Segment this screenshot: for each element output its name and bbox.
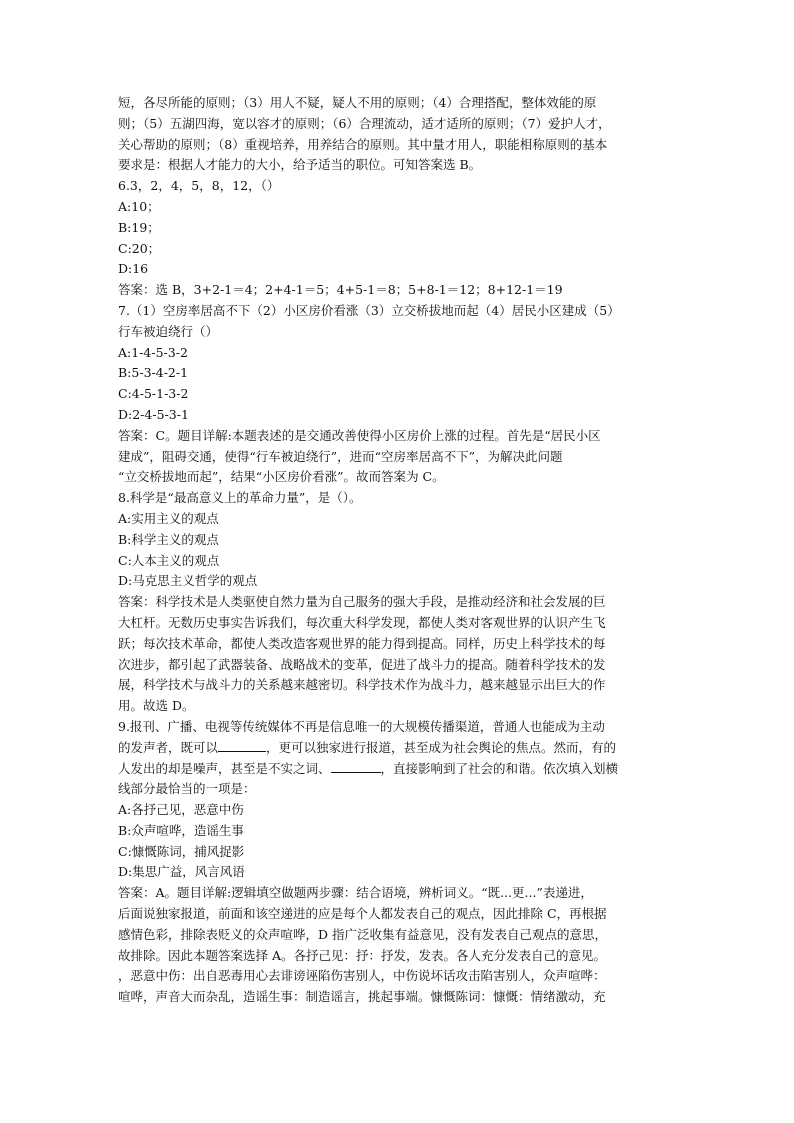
- question-9-answer: 答案：A。题目详解:逻辑填空做题两步骤：结合语境，辨析词义。“既...更...”表递进，: [118, 885, 593, 901]
- question-6-answer: 答案：选 B，3+2-1＝4；2+4-1＝5；4+5-1＝8；5+8-1＝12；8+12-1＝19: [118, 282, 563, 298]
- question-9-answer: 后面说独家报道，前面和该空递进的应是每个人都发表自己的观点，因此排除 C，再根据: [118, 906, 607, 922]
- question-9-answer: 喧哗，声音大而杂乱，造谣生事：制造谣言，挑起事端。慷慨陈词：慷慨：情绪激动，充: [118, 989, 606, 1005]
- question-9-stem: [118, 738, 678, 759]
- question-9-answer: 感情色彩，排除表贬义的众声喧哗，D 指广泛收集有益意见，没有发表自己观点的意思，: [118, 926, 607, 942]
- question-9-stem-text: ，直接影响到了社会的和谐。依次填入划横: [380, 760, 619, 776]
- prev-answer-line: 则；（5）五湖四海，宽以容才的原则；（6）合理流动，适才适所的原则；（7）爱护人才，: [118, 115, 611, 131]
- question-8-option-d: D:马克思主义哲学的观点: [118, 573, 258, 589]
- prev-answer-line: 要求是：根据人才能力的大小，给予适当的职位。可知答案选 B。: [118, 157, 482, 173]
- question-9-answer: 故排除。因此本题答案选择 A。各抒己见：抒：抒发，发表。各人充分发表自己的意见。: [118, 947, 607, 963]
- question-7-answer: 答案：C。题目详解:本题表述的是交通改善使得小区房价上涨的过程。首先是“居民小区: [118, 427, 601, 443]
- question-9-option-b: B:众声喧哗，造谣生事: [118, 822, 244, 838]
- prev-answer-line: 短，各尽所能的原则；（3）用人不疑，疑人不用的原则；（4）合理搭配，整体效能的原: [118, 95, 597, 110]
- question-7-answer: 建成”，阻碍交通，使得“行车被迫绕行”，进而“空房率居高不下”，为解决此问题: [118, 448, 563, 464]
- question-8-stem: 8.科学是“最高意义上的革命力量”，是（）。: [118, 490, 362, 506]
- question-8-answer: 跃；每次技术革命，都使人类改造客观世界的能力得到提高。同样，历史上科学技术的每: [118, 635, 606, 651]
- question-8-answer: 次进步，都引起了武器装备、战略战术的变革，促进了战斗力的提高。随着科学技术的发: [118, 656, 606, 672]
- question-7-option-d: D:2-4-5-3-1: [118, 406, 189, 422]
- question-9-stem-text: 人发出的却是噪声，甚至是不实之词、: [118, 760, 331, 776]
- question-6-option-a: A:10；: [118, 198, 160, 214]
- question-8-option-c: C:人本主义的观点: [118, 552, 220, 568]
- question-9-answer: ，恶意中伤：出自恶毒用心去诽谤诬陷伤害别人，中伤说坏话攻击陷害别人，众声喧哗：: [118, 968, 606, 984]
- document-body: [118, 93, 678, 1008]
- prev-answer-line: 关心帮助的原则；（8）重视培养，用养结合的原则。其中量才用人，职能相称原则的基本: [118, 136, 608, 152]
- question-9-stem: 线部分最恰当的一项是：: [118, 781, 256, 797]
- fill-blank-1: [218, 739, 266, 752]
- question-8-option-b: B:科学主义的观点: [118, 531, 219, 547]
- question-7-stem: 行车被迫绕行（）: [118, 323, 219, 339]
- question-9-stem-text: 的发声者，既可以: [118, 739, 219, 755]
- question-9-option-d: D:集思广益，风言风语: [118, 864, 245, 880]
- question-7-stem: 7.（1）空房率居高不下（2）小区房价看涨（3）立交桥拔地而起（4）居民小区建成（5）: [118, 302, 620, 318]
- question-7-answer: “立交桥拔地而起”，结果“小区房价看涨”。故而答案为 C。: [118, 469, 445, 485]
- question-7-option-a: A:1-4-5-3-2: [118, 344, 188, 360]
- fill-blank-2: [331, 760, 381, 773]
- question-9-stem: [118, 759, 678, 780]
- question-6-option-d: D:16: [118, 261, 149, 277]
- question-8-answer: 答案：科学技术是人类驱使自然力量为自己服务的强大手段，是推动经济和社会发展的巨: [118, 594, 606, 610]
- question-8-answer: 展，科学技术与战斗力的关系越来越密切。科学技术作为战斗力，越来越显示出巨大的作: [118, 677, 606, 693]
- question-6-option-b: B:19；: [118, 219, 160, 235]
- question-9-option-c: C:慷慨陈词，捕风捉影: [118, 843, 245, 859]
- question-7-option-b: B:5-3-4-2-1: [118, 365, 189, 381]
- question-6-stem: 6.3，2，4，5，8，12，（）: [118, 178, 280, 194]
- question-8-option-a: A:实用主义的观点: [118, 510, 219, 526]
- question-6-option-c: C:20；: [118, 240, 161, 256]
- question-7-option-c: C:4-5-1-3-2: [118, 386, 189, 402]
- question-8-answer: 大杠杆。无数历史事实告诉我们，每次重大科学发现，都使人类对客观世界的认识产生飞: [118, 614, 606, 630]
- question-9-stem: 9.报刊、广播、电视等传统媒体不再是信息唯一的大规模传播渠道，普通人也能成为主动: [118, 718, 605, 734]
- question-9-stem-text: ，更可以独家进行报道，甚至成为社会舆论的焦点。然而，有的: [266, 739, 617, 755]
- question-9-option-a: A:各抒己见，恶意中伤: [118, 802, 244, 818]
- question-8-answer: 用。故选 D。: [118, 698, 195, 714]
